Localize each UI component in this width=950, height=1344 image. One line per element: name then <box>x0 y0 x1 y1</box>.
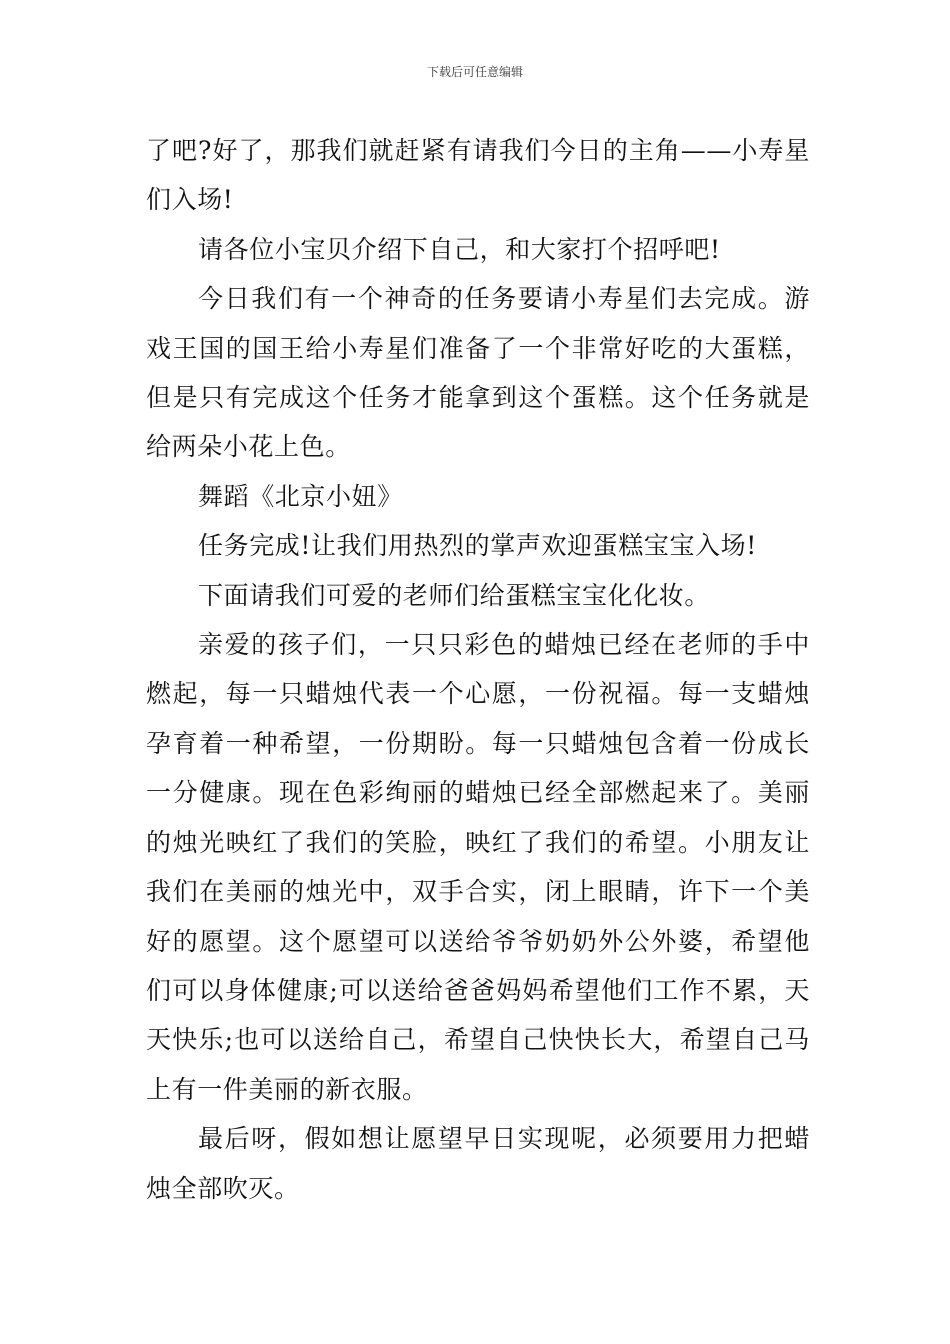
paragraph: 最后呀，假如想让愿望早日实现呢，必须要用力把蜡烛全部吹灭。 <box>146 1124 810 1203</box>
paragraph: 任务完成!让我们用热烈的掌声欢迎蛋糕宝宝入场! <box>198 531 757 561</box>
paragraph: 舞蹈《北京小妞》 <box>198 481 403 511</box>
page-header: 下载后可任意编辑 <box>426 65 523 79</box>
paragraph: 今日我们有一个神奇的任务要请小寿星们去完成。游戏王国的国王给小寿星们准备了一个非常好吃的大蛋糕，但是只有完成这个任务才能拿到这个蛋糕。这个任务就是给两朵小花上色。 <box>146 284 810 462</box>
paragraph: 下面请我们可爱的老师们给蛋糕宝宝化化妆。 <box>198 580 711 610</box>
document-body <box>146 126 810 1213</box>
paragraph: 请各位小宝贝介绍下自己，和大家打个招呼吧! <box>198 234 721 264</box>
paragraph: 了吧?好了，那我们就赶紧有请我们今日的主角——小寿星们入场! <box>146 136 810 215</box>
paragraph: 亲爱的孩子们，一只只彩色的蜡烛已经在老师的手中燃起，每一只蜡烛代表一个心愿，一份祝福。每一支蜡烛孕育着一种希望，一份期盼。每一只蜡烛包含着一份成长一分健康。现在色彩绚丽的蜡烛已经全部燃起来了。美丽的烛光映红了我们的笑脸，映红了我们的希望。小朋友让我们在美丽的烛光中，双手合实，闭上眼睛，许下一个美好的愿望。这个愿望可以送给爷爷奶奶外公外婆，希望他们可以身体健康;可以送给爸爸妈妈希望他们工作不累，天天快乐;也可以送给自己，希望自己快快长大，希望自己马上有一件美丽的新衣服。 <box>146 630 810 1104</box>
